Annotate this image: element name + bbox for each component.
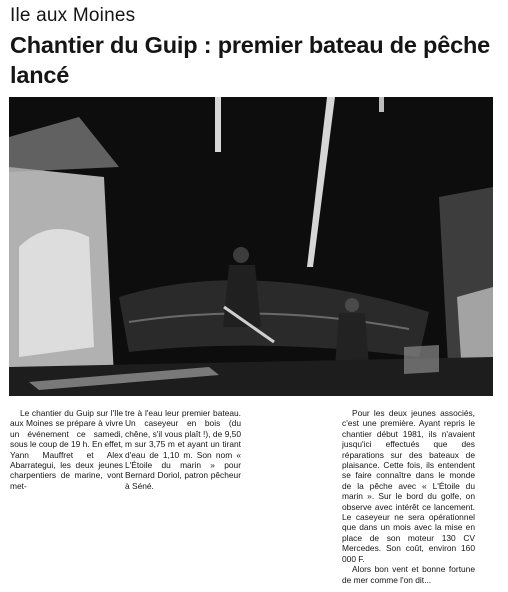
- paragraph-2: Pour les deux jeunes associés, c'est une première. Ayant repris le chantier début 1981, ils n'avaient jusqu'ici effectués que des réparations sur des bateaux de plaisance. Cette fois, ils entendent se faire connaître dans le monde de la pêche avec « L'Étoile du marin ». Sur le bord du golfe, on observe avec intérêt ce lancement. Le caseyeur ne sera opérationnel que dans un mois avec la mise en place de son moteur 130 CV Mercedes. Son coût, environ 160 000 F.: [342, 408, 475, 564]
- headline: Chantier du Guip : premier bateau de pêche lancé: [10, 32, 490, 88]
- paragraph-1: Le chantier du Guip sur l'Ile aux Moines se prépare à vivre un événement ce samedi, sous le coup de 19 h. En effet, Yann Mauffret et Alex Abarrategui, les deux jeunes charpentiers de marine, vont met-: [10, 408, 123, 491]
- article-column-2: [125, 408, 241, 491]
- article-photo: [9, 97, 493, 396]
- kicker-location: Ile aux Moines: [10, 5, 136, 26]
- paragraph-1-continued: tre à l'eau leur premier bateau. Un caseyeur en bois (du chêne, s'il vous plaît !), de 9,50 m sur 3,75 m et ayant un tirant d'eau de 1,10 m. Son nom « L'Étoile du marin » pour Bernard Doriol, patron pêcheur à Séné.: [125, 408, 241, 491]
- shipyard-photo-illustration: [9, 97, 493, 396]
- paragraph-3: Alors bon vent et bonne fortune de mer comme l'on dit...: [342, 564, 475, 585]
- article-column-1: [10, 408, 123, 491]
- article-column-3: [342, 408, 475, 585]
